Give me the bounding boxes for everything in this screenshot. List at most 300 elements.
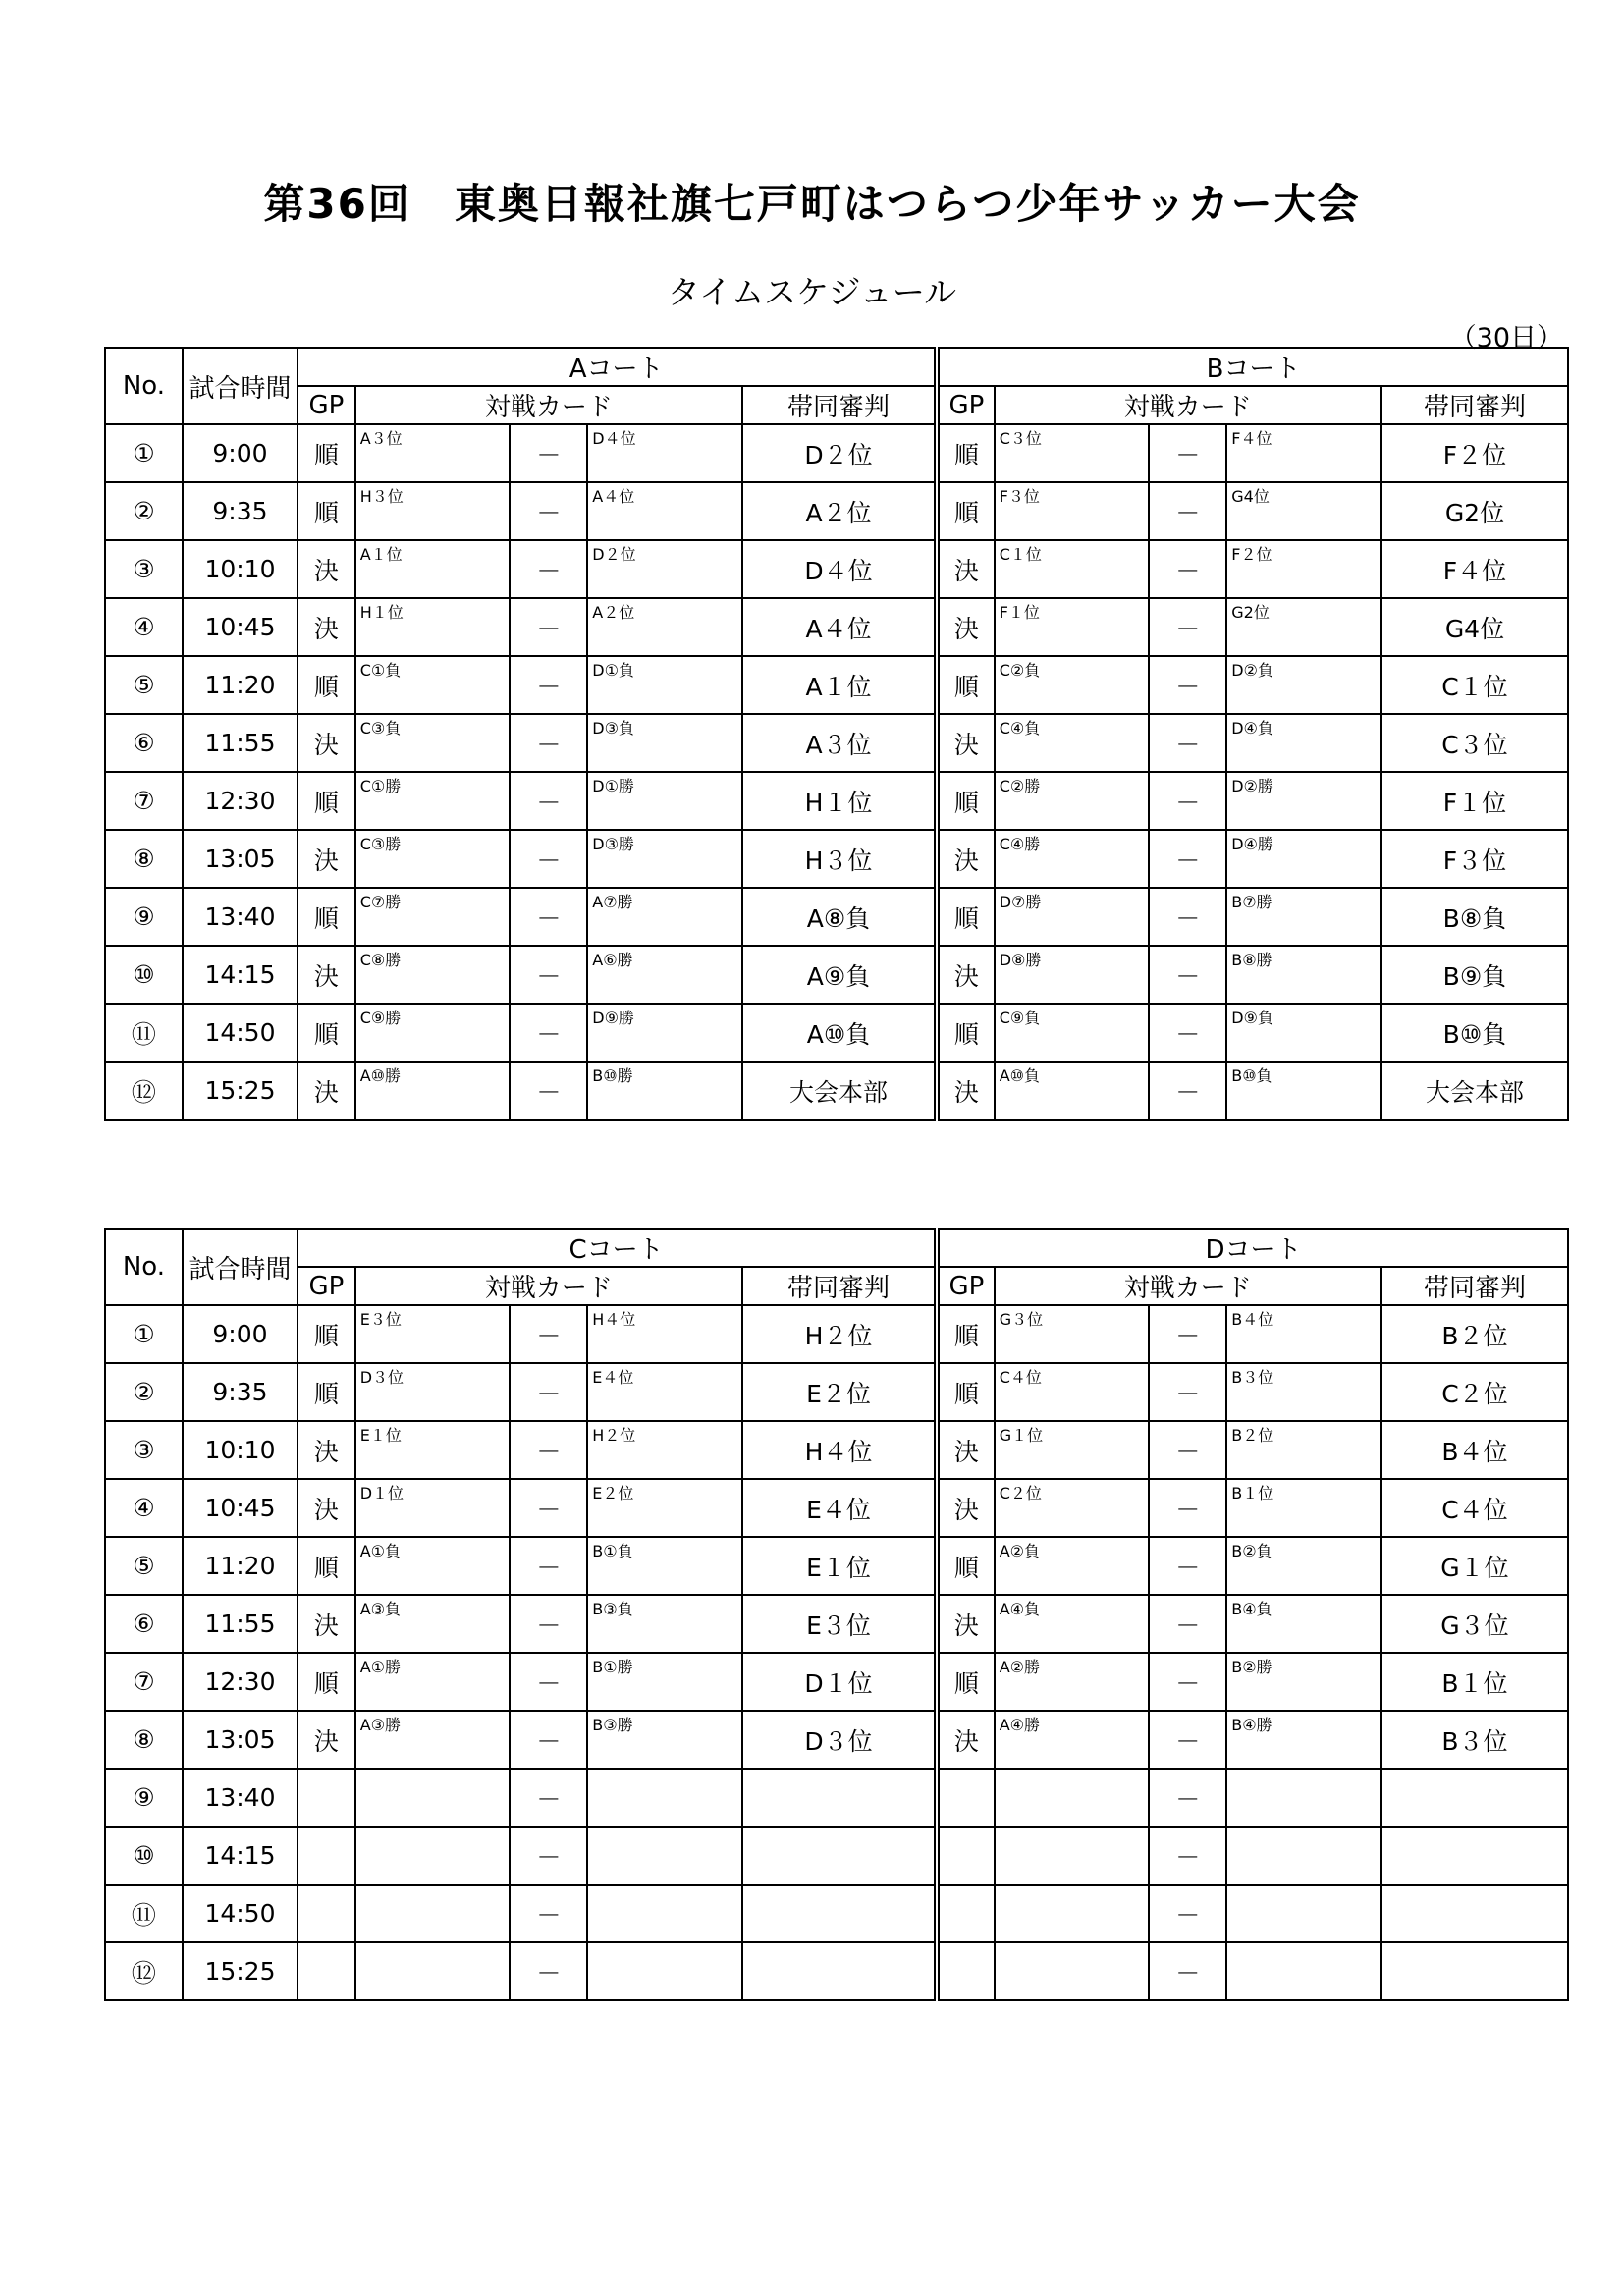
vs-dash: － — [510, 598, 587, 656]
referee: E２位 — [742, 1363, 937, 1421]
referee: C３位 — [1381, 714, 1568, 772]
referee: D４位 — [742, 540, 937, 598]
team-2-cell — [1226, 424, 1381, 482]
team-2-cell — [587, 1004, 742, 1062]
vs-dash: － — [510, 1769, 587, 1827]
table-row — [105, 1421, 1568, 1479]
vs-dash: － — [510, 1305, 587, 1363]
team-2-label: A⑦勝 — [592, 893, 633, 911]
team-2-cell — [587, 1537, 742, 1595]
vs-dash: － — [1149, 424, 1226, 482]
match-number: ① — [105, 424, 183, 482]
team-1-label: G３位 — [999, 1310, 1044, 1329]
team-1-cell — [355, 888, 511, 946]
vs-dash: － — [1149, 946, 1226, 1004]
match-number: ⑨ — [105, 1769, 183, 1827]
referee: B１位 — [1381, 1653, 1568, 1711]
group-type: 決 — [298, 1595, 355, 1653]
vs-dash: － — [1149, 1595, 1226, 1653]
vs-dash: － — [510, 1942, 587, 2000]
vs-dash: － — [510, 1363, 587, 1421]
match-time: 9:00 — [183, 424, 298, 482]
team-2-cell — [587, 1421, 742, 1479]
vs-dash: － — [1149, 598, 1226, 656]
match-number: ⑦ — [105, 772, 183, 830]
team-2-cell — [587, 1363, 742, 1421]
referee: E４位 — [742, 1479, 937, 1537]
vs-dash: － — [510, 1653, 587, 1711]
table-row — [105, 888, 1568, 946]
vs-dash: － — [510, 1711, 587, 1769]
table-row — [105, 424, 1568, 482]
team-2-label: B④負 — [1231, 1600, 1272, 1618]
team-2-cell — [587, 1479, 742, 1537]
vs-dash: － — [1149, 1769, 1226, 1827]
match-time: 11:55 — [183, 714, 298, 772]
referee: A⑨負 — [742, 946, 937, 1004]
team-2-cell — [587, 830, 742, 888]
group-type: 順 — [298, 482, 355, 540]
team-2-cell — [1226, 1653, 1381, 1711]
match-number: ⑩ — [105, 946, 183, 1004]
group-type: 決 — [298, 830, 355, 888]
referee: 大会本部 — [1381, 1062, 1568, 1120]
team-2-cell — [1226, 1885, 1381, 1942]
match-number: ⑫ — [105, 1942, 183, 2000]
match-number: ⑧ — [105, 830, 183, 888]
table-row — [105, 1479, 1568, 1537]
referee: G2位 — [1381, 482, 1568, 540]
team-1-cell — [355, 830, 511, 888]
referee: H１位 — [742, 772, 937, 830]
group-type: 決 — [298, 946, 355, 1004]
group-type — [298, 1827, 355, 1885]
match-number: ⑨ — [105, 888, 183, 946]
team-1-cell — [995, 888, 1150, 946]
vs-dash: － — [1149, 772, 1226, 830]
team-2-label: B３位 — [1231, 1368, 1274, 1387]
match-time: 15:25 — [183, 1942, 298, 2000]
vs-dash: － — [1149, 1537, 1226, 1595]
group-type: 決 — [298, 598, 355, 656]
team-1-label: C⑧勝 — [359, 951, 402, 969]
team-1-label: A②勝 — [999, 1658, 1040, 1676]
team-1-label: C④負 — [999, 719, 1041, 738]
match-number: ⑤ — [105, 656, 183, 714]
team-2-label: A⑥勝 — [592, 951, 633, 969]
day-note: （30日） — [1449, 323, 1563, 354]
referee: B⑧負 — [1381, 888, 1568, 946]
referee: A１位 — [742, 656, 937, 714]
match-time: 13:05 — [183, 830, 298, 888]
court-header-right: Dコート — [937, 1229, 1568, 1267]
team-1-cell — [995, 656, 1150, 714]
referee: A４位 — [742, 598, 937, 656]
vs-dash: － — [510, 1421, 587, 1479]
referee: F３位 — [1381, 830, 1568, 888]
team-2-label: E４位 — [592, 1368, 634, 1387]
header-gp-left: GP — [298, 1267, 355, 1305]
team-2-label: D③勝 — [592, 835, 634, 853]
team-2-cell — [1226, 1769, 1381, 1827]
team-2-label: D⑨負 — [1231, 1009, 1273, 1027]
team-1-cell — [355, 1827, 511, 1885]
vs-dash: － — [1149, 1305, 1226, 1363]
match-time: 12:30 — [183, 1653, 298, 1711]
team-1-cell — [995, 1363, 1150, 1421]
team-1-label: F１位 — [999, 603, 1040, 622]
team-2-cell — [1226, 1004, 1381, 1062]
referee — [1381, 1827, 1568, 1885]
team-1-label: C２位 — [999, 1484, 1042, 1503]
vs-dash: － — [510, 1479, 587, 1537]
table-row — [105, 1595, 1568, 1653]
team-2-label: A４位 — [592, 487, 635, 506]
team-1-label: C②勝 — [999, 777, 1041, 795]
match-number: ③ — [105, 1421, 183, 1479]
vs-dash: － — [510, 830, 587, 888]
team-2-cell — [587, 714, 742, 772]
referee: D２位 — [742, 424, 937, 482]
team-1-cell — [355, 1421, 511, 1479]
group-type: 決 — [937, 946, 995, 1004]
match-time: 13:40 — [183, 888, 298, 946]
vs-dash: － — [1149, 1479, 1226, 1537]
group-type: 順 — [298, 424, 355, 482]
team-1-cell — [995, 714, 1150, 772]
court-header-right: Bコート — [937, 348, 1568, 386]
group-type: 決 — [298, 540, 355, 598]
group-type — [298, 1942, 355, 2000]
vs-dash: － — [510, 1062, 587, 1120]
referee: C２位 — [1381, 1363, 1568, 1421]
match-time: 10:10 — [183, 540, 298, 598]
table-row — [105, 1537, 1568, 1595]
match-time: 11:20 — [183, 656, 298, 714]
team-2-label: B⑩勝 — [592, 1066, 633, 1085]
group-type: 順 — [298, 656, 355, 714]
team-2-label: D④負 — [1231, 719, 1273, 738]
referee: F１位 — [1381, 772, 1568, 830]
team-2-cell — [1226, 1363, 1381, 1421]
team-2-label: H２位 — [592, 1426, 636, 1445]
match-time: 11:55 — [183, 1595, 298, 1653]
group-type: 順 — [937, 1653, 995, 1711]
team-1-label: C①負 — [359, 661, 402, 680]
table-row — [105, 830, 1568, 888]
table-row — [105, 482, 1568, 540]
team-2-cell — [1226, 1595, 1381, 1653]
match-number: ⑫ — [105, 1062, 183, 1120]
team-1-label: A⑩勝 — [359, 1066, 402, 1085]
referee: H４位 — [742, 1421, 937, 1479]
team-1-cell — [995, 482, 1150, 540]
match-time: 13:05 — [183, 1711, 298, 1769]
team-2-cell — [587, 1827, 742, 1885]
team-2-label: F２位 — [1231, 545, 1272, 564]
team-2-label: B１位 — [1231, 1484, 1274, 1503]
header-gp-left: GP — [298, 386, 355, 424]
vs-dash: － — [510, 946, 587, 1004]
table-row — [105, 1004, 1568, 1062]
team-2-cell — [1226, 1942, 1381, 2000]
team-1-cell — [995, 1769, 1150, 1827]
match-number: ① — [105, 1305, 183, 1363]
team-1-label: D⑧勝 — [999, 951, 1042, 969]
vs-dash: － — [510, 1004, 587, 1062]
team-1-label: D１位 — [359, 1484, 405, 1503]
table-row — [105, 1769, 1568, 1827]
header-match-right: 対戦カード — [995, 386, 1381, 424]
group-type: 決 — [937, 830, 995, 888]
group-type: 決 — [937, 1595, 995, 1653]
match-time: 14:15 — [183, 946, 298, 1004]
header-referee-right: 帯同審判 — [1381, 386, 1568, 424]
vs-dash: － — [1149, 1942, 1226, 2000]
team-2-cell — [1226, 888, 1381, 946]
vs-dash: － — [1149, 1653, 1226, 1711]
group-type: 決 — [298, 1421, 355, 1479]
team-1-label: C⑨勝 — [359, 1009, 402, 1027]
header-match-right: 対戦カード — [995, 1267, 1381, 1305]
group-type — [937, 1885, 995, 1942]
team-1-cell — [995, 1653, 1150, 1711]
group-type: 決 — [298, 714, 355, 772]
team-2-label: D①勝 — [592, 777, 634, 795]
team-2-cell — [1226, 1421, 1381, 1479]
team-1-label: G１位 — [999, 1426, 1044, 1445]
team-1-label: A②負 — [999, 1542, 1040, 1560]
header-match-left: 対戦カード — [355, 386, 742, 424]
vs-dash: － — [1149, 1711, 1226, 1769]
team-2-label: B２位 — [1231, 1426, 1274, 1445]
header-referee-left: 帯同審判 — [742, 1267, 937, 1305]
referee: G4位 — [1381, 598, 1568, 656]
match-time: 14:50 — [183, 1885, 298, 1942]
vs-dash: － — [510, 540, 587, 598]
referee — [1381, 1942, 1568, 2000]
vs-dash: － — [510, 714, 587, 772]
schedule-table-cd — [104, 1228, 1569, 2001]
referee: D３位 — [742, 1711, 937, 1769]
group-type: 順 — [298, 1363, 355, 1421]
vs-dash: － — [510, 1827, 587, 1885]
team-1-label: C①勝 — [359, 777, 402, 795]
team-2-cell — [1226, 772, 1381, 830]
referee: 大会本部 — [742, 1062, 937, 1120]
team-1-label: D３位 — [359, 1368, 405, 1387]
table-row — [105, 1711, 1568, 1769]
team-1-label: C③負 — [359, 719, 402, 738]
match-number: ⑥ — [105, 714, 183, 772]
group-type: 順 — [937, 656, 995, 714]
team-2-cell — [1226, 714, 1381, 772]
team-1-cell — [995, 1595, 1150, 1653]
team-1-label: A③勝 — [359, 1716, 402, 1734]
match-number: ⑦ — [105, 1653, 183, 1711]
group-type: 決 — [937, 714, 995, 772]
team-2-label: A２位 — [592, 603, 635, 622]
table-row — [105, 1942, 1568, 2000]
team-1-label: A①負 — [359, 1542, 402, 1560]
team-1-cell — [995, 1479, 1150, 1537]
table-row — [105, 1305, 1568, 1363]
team-2-label: B④勝 — [1231, 1716, 1272, 1734]
group-type: 順 — [937, 424, 995, 482]
team-2-cell — [587, 482, 742, 540]
vs-dash: － — [510, 656, 587, 714]
team-1-cell — [995, 1421, 1150, 1479]
referee — [742, 1885, 937, 1942]
team-2-label: D①負 — [592, 661, 634, 680]
header-no: No. — [105, 1229, 183, 1305]
match-time: 10:45 — [183, 1479, 298, 1537]
vs-dash: － — [510, 482, 587, 540]
group-type — [937, 1827, 995, 1885]
team-2-cell — [587, 772, 742, 830]
team-1-cell — [995, 830, 1150, 888]
header-referee-left: 帯同審判 — [742, 386, 937, 424]
vs-dash: － — [1149, 656, 1226, 714]
group-type: 順 — [937, 772, 995, 830]
header-time: 試合時間 — [183, 1229, 298, 1305]
court-header-left: Cコート — [298, 1229, 937, 1267]
referee: A⑧負 — [742, 888, 937, 946]
group-type — [937, 1769, 995, 1827]
match-time: 9:35 — [183, 1363, 298, 1421]
team-1-cell — [355, 772, 511, 830]
match-number: ② — [105, 482, 183, 540]
group-type: 決 — [298, 1711, 355, 1769]
team-1-label: A④負 — [999, 1600, 1040, 1618]
team-2-label: D⑨勝 — [592, 1009, 634, 1027]
header-time: 試合時間 — [183, 348, 298, 424]
group-type — [937, 1942, 995, 2000]
referee: F２位 — [1381, 424, 1568, 482]
referee — [1381, 1769, 1568, 1827]
team-2-label: G2位 — [1231, 603, 1270, 622]
match-time: 11:20 — [183, 1537, 298, 1595]
team-2-cell — [587, 540, 742, 598]
team-1-cell — [995, 1537, 1150, 1595]
vs-dash: － — [1149, 1827, 1226, 1885]
team-2-label: D④勝 — [1231, 835, 1273, 853]
team-2-cell — [1226, 1305, 1381, 1363]
table-row — [105, 772, 1568, 830]
match-number: ⑪ — [105, 1004, 183, 1062]
team-2-label: B①勝 — [592, 1658, 633, 1676]
vs-dash: － — [510, 888, 587, 946]
team-2-label: B⑧勝 — [1231, 951, 1272, 969]
vs-dash: － — [510, 1537, 587, 1595]
match-number: ④ — [105, 598, 183, 656]
vs-dash: － — [510, 772, 587, 830]
team-1-cell — [355, 714, 511, 772]
team-1-label: A⑩負 — [999, 1066, 1040, 1085]
table-row — [105, 1653, 1568, 1711]
team-1-label: A③負 — [359, 1600, 402, 1618]
page-title: 第36回 東奥日報社旗七戸町はつらつ少年サッカー大会 — [263, 180, 1361, 228]
vs-dash: － — [1149, 540, 1226, 598]
team-1-cell — [355, 656, 511, 714]
team-2-cell — [1226, 540, 1381, 598]
team-1-label: C３位 — [999, 429, 1042, 448]
group-type: 順 — [937, 1305, 995, 1363]
team-1-cell — [355, 1363, 511, 1421]
table-row — [105, 1827, 1568, 1885]
team-2-cell — [587, 656, 742, 714]
team-1-cell — [995, 540, 1150, 598]
table-row — [105, 714, 1568, 772]
vs-dash: － — [1149, 1421, 1226, 1479]
table-row — [105, 1062, 1568, 1120]
match-number: ⑧ — [105, 1711, 183, 1769]
match-time: 9:35 — [183, 482, 298, 540]
schedule-table-ab — [104, 347, 1569, 1121]
team-2-label: B③勝 — [592, 1716, 633, 1734]
team-2-cell — [1226, 830, 1381, 888]
team-1-cell — [995, 772, 1150, 830]
referee: C１位 — [1381, 656, 1568, 714]
vs-dash: － — [1149, 714, 1226, 772]
referee — [742, 1769, 937, 1827]
table-row — [105, 540, 1568, 598]
team-2-cell — [1226, 482, 1381, 540]
group-type: 順 — [937, 1004, 995, 1062]
team-2-cell — [1226, 1827, 1381, 1885]
team-1-label: H３位 — [359, 487, 404, 506]
team-1-label: C⑦勝 — [359, 893, 402, 911]
team-1-cell — [995, 1942, 1150, 2000]
match-time: 10:10 — [183, 1421, 298, 1479]
team-1-cell — [355, 1062, 511, 1120]
team-2-cell — [587, 1885, 742, 1942]
team-2-cell — [587, 424, 742, 482]
vs-dash: － — [1149, 1004, 1226, 1062]
referee: A２位 — [742, 482, 937, 540]
match-number: ② — [105, 1363, 183, 1421]
referee: C４位 — [1381, 1479, 1568, 1537]
team-1-cell — [995, 1004, 1150, 1062]
table-row — [105, 598, 1568, 656]
group-type: 決 — [937, 1421, 995, 1479]
referee: B⑨負 — [1381, 946, 1568, 1004]
team-2-cell — [1226, 946, 1381, 1004]
team-2-cell — [587, 1769, 742, 1827]
team-2-cell — [587, 1062, 742, 1120]
team-1-cell — [995, 598, 1150, 656]
team-2-cell — [1226, 1711, 1381, 1769]
vs-dash: － — [1149, 1062, 1226, 1120]
group-type: 決 — [937, 598, 995, 656]
team-1-label: C②負 — [999, 661, 1041, 680]
team-2-label: F４位 — [1231, 429, 1272, 448]
header-no: No. — [105, 348, 183, 424]
match-number: ④ — [105, 1479, 183, 1537]
referee: F４位 — [1381, 540, 1568, 598]
team-1-cell — [355, 1305, 511, 1363]
team-2-label: D③負 — [592, 719, 634, 738]
header-gp-right: GP — [937, 1267, 995, 1305]
group-type: 決 — [937, 1711, 995, 1769]
group-type — [298, 1769, 355, 1827]
match-time: 14:15 — [183, 1827, 298, 1885]
team-1-label: A１位 — [359, 545, 403, 564]
team-1-cell — [355, 598, 511, 656]
match-time: 10:45 — [183, 598, 298, 656]
team-2-label: D②負 — [1231, 661, 1273, 680]
referee: G３位 — [1381, 1595, 1568, 1653]
